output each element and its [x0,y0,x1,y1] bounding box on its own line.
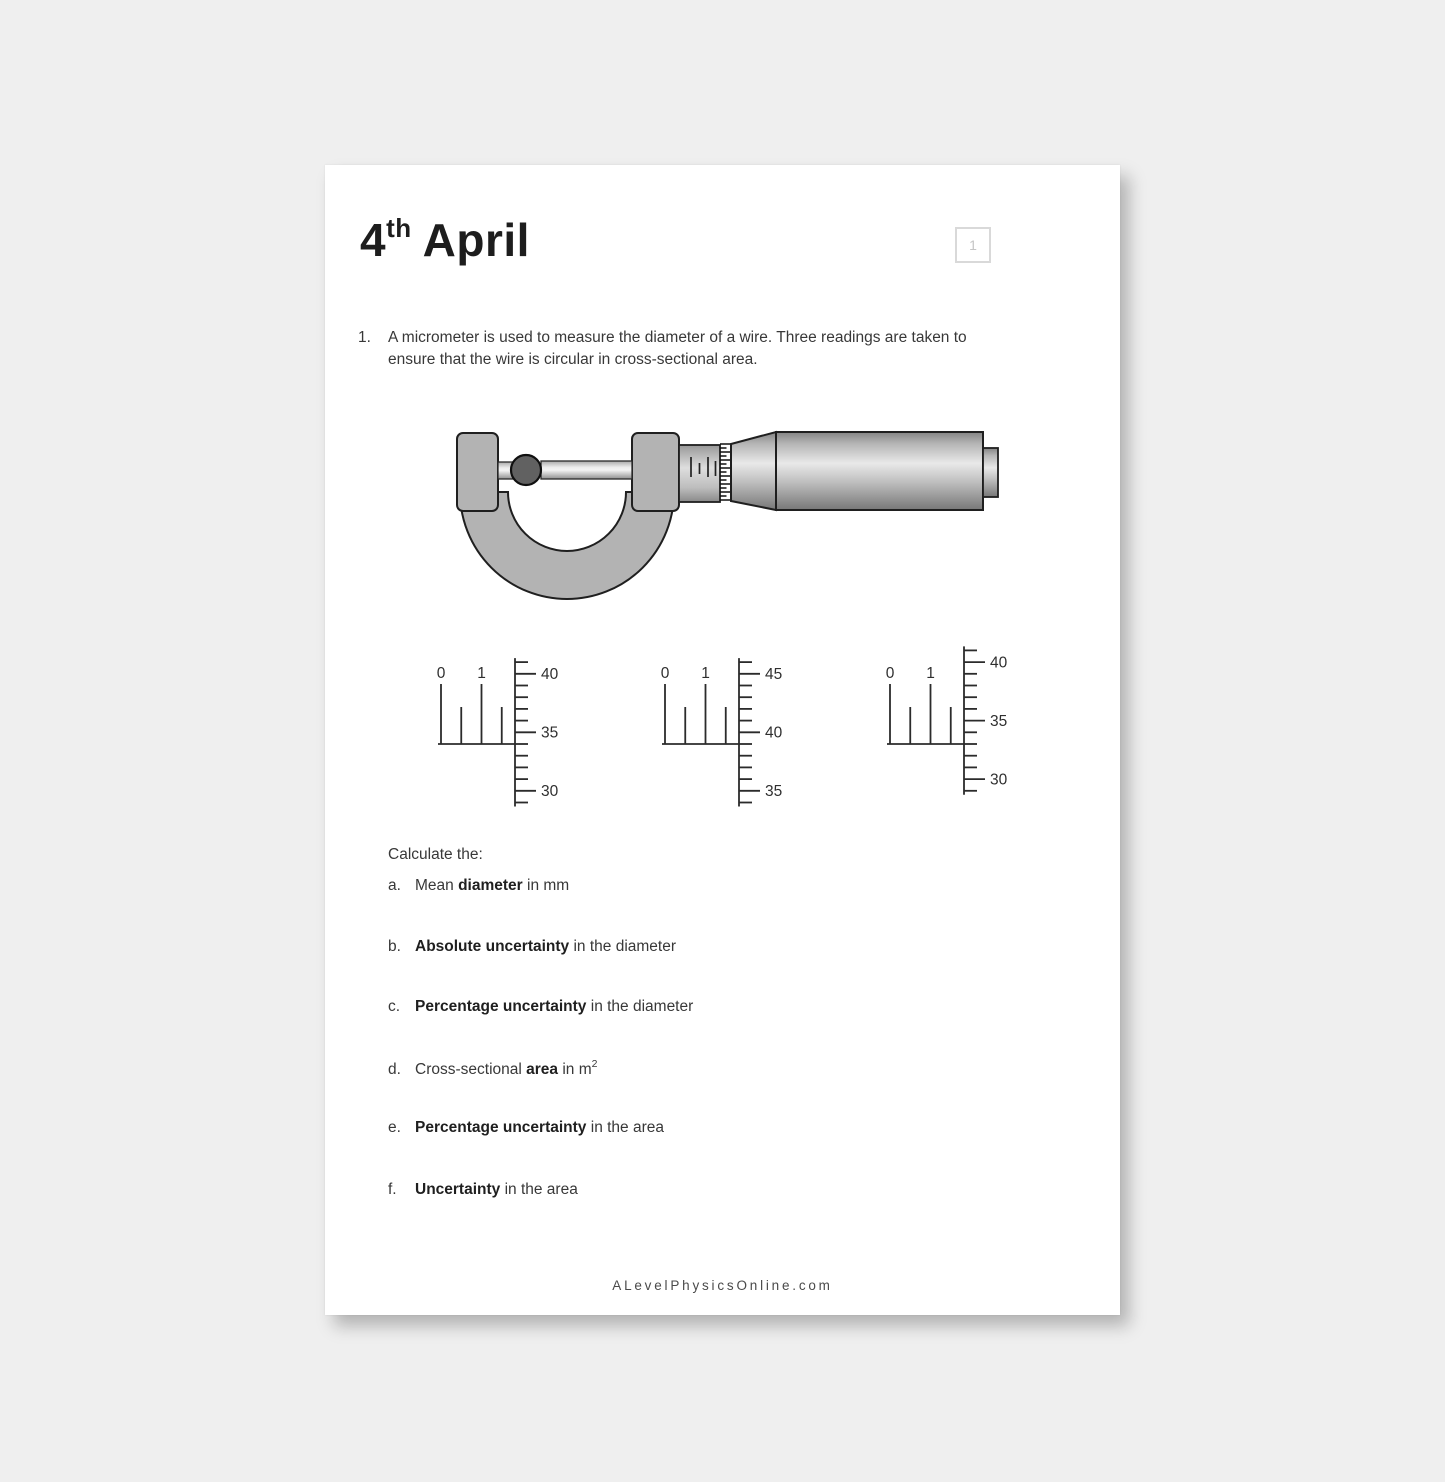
micrometer-illustration [448,425,1008,615]
main-scale-label: 1 [701,665,710,682]
calc-item-text-segment: in the diameter [569,938,677,955]
calc-item-letter: c. [388,998,401,1015]
calc-item-e [388,1119,664,1137]
scale-reading-1 [437,658,559,806]
micrometer-thimble-cone [731,432,776,510]
calc-item-text-segment: in the area [586,1119,664,1136]
calc-item-text-segment: in the diameter [586,998,694,1015]
page-title [360,213,530,266]
calc-item-a [388,877,569,895]
calc-item-text-segment: Percentage uncertainty [415,998,587,1015]
page-number: 1 [969,237,977,253]
calc-item-letter: e. [388,1119,401,1136]
thimble-label: 40 [990,654,1008,672]
calc-item-text-segment: Uncertainty [415,1181,501,1198]
thimble-ratchet-teeth-icon [720,444,731,500]
main-scale-label: 0 [885,665,895,682]
calc-item-text-segment: Mean [415,877,459,894]
calc-item-text-segment: Absolute uncertainty [415,938,570,955]
worksheet-page [325,165,1120,1315]
question-1 [358,327,1013,370]
calc-item-text-segment: 2 [591,1058,598,1070]
calc-item-text-segment: diameter [458,877,523,894]
thimble-label: 35 [765,783,783,800]
calc-item-b [388,938,676,956]
main-scale-label: 1 [926,665,935,682]
footer-url: ALevelPhysicsOnline.com [612,1278,833,1293]
thimble-label: 35 [990,712,1008,730]
main-scale-label: 0 [660,665,670,682]
main-scale-label: 0 [436,665,446,682]
calc-item-letter: b. [388,938,401,955]
title-ordinal: th [386,213,412,243]
calc-item-c [388,998,693,1016]
thimble-label: 45 [765,666,783,683]
calc-item-letter: d. [388,1061,401,1079]
micrometer-spindle-rod [541,461,632,479]
page-number-box [955,227,991,263]
measured-wire [511,455,541,485]
micrometer-scale-readings [325,637,1120,815]
calc-item-d [388,1059,597,1079]
micrometer-barrel [776,432,983,510]
calc-item-text-segment: in m [558,1061,592,1079]
question-text: A micrometer is used to measure the diameter of a wire. Three readings are taken to ensure that the wire is circular in cross-sectional area. [388,329,967,368]
calc-item-letter: a. [388,877,401,894]
thimble-label: 40 [765,724,783,742]
thimble-label: 40 [541,666,559,683]
calc-item-text-segment: area [526,1061,559,1079]
thimble-label: 35 [541,724,559,742]
calc-item-letter: f. [388,1181,397,1198]
calc-item-text-segment: Cross-sectional [415,1061,527,1079]
question-number: 1. [358,329,371,346]
thimble-label: 30 [990,771,1008,789]
micrometer-spindle-block [632,433,679,511]
micrometer-end-cap [983,448,998,497]
calc-item-text-segment: in the area [500,1181,578,1198]
main-scale-label: 1 [477,665,486,682]
calc-item-text-segment: in mm [522,877,570,894]
scale-reading-2 [661,658,783,806]
thimble-label: 30 [541,783,559,800]
title-month: April [422,214,530,266]
scale-reading-3 [886,646,1008,794]
calc-item-text-segment: Percentage uncertainty [415,1119,587,1136]
calc-item-f [388,1181,578,1199]
calculate-heading: Calculate the: [388,846,483,863]
micrometer-anvil-block [457,433,498,511]
title-day: 4 [360,214,387,266]
